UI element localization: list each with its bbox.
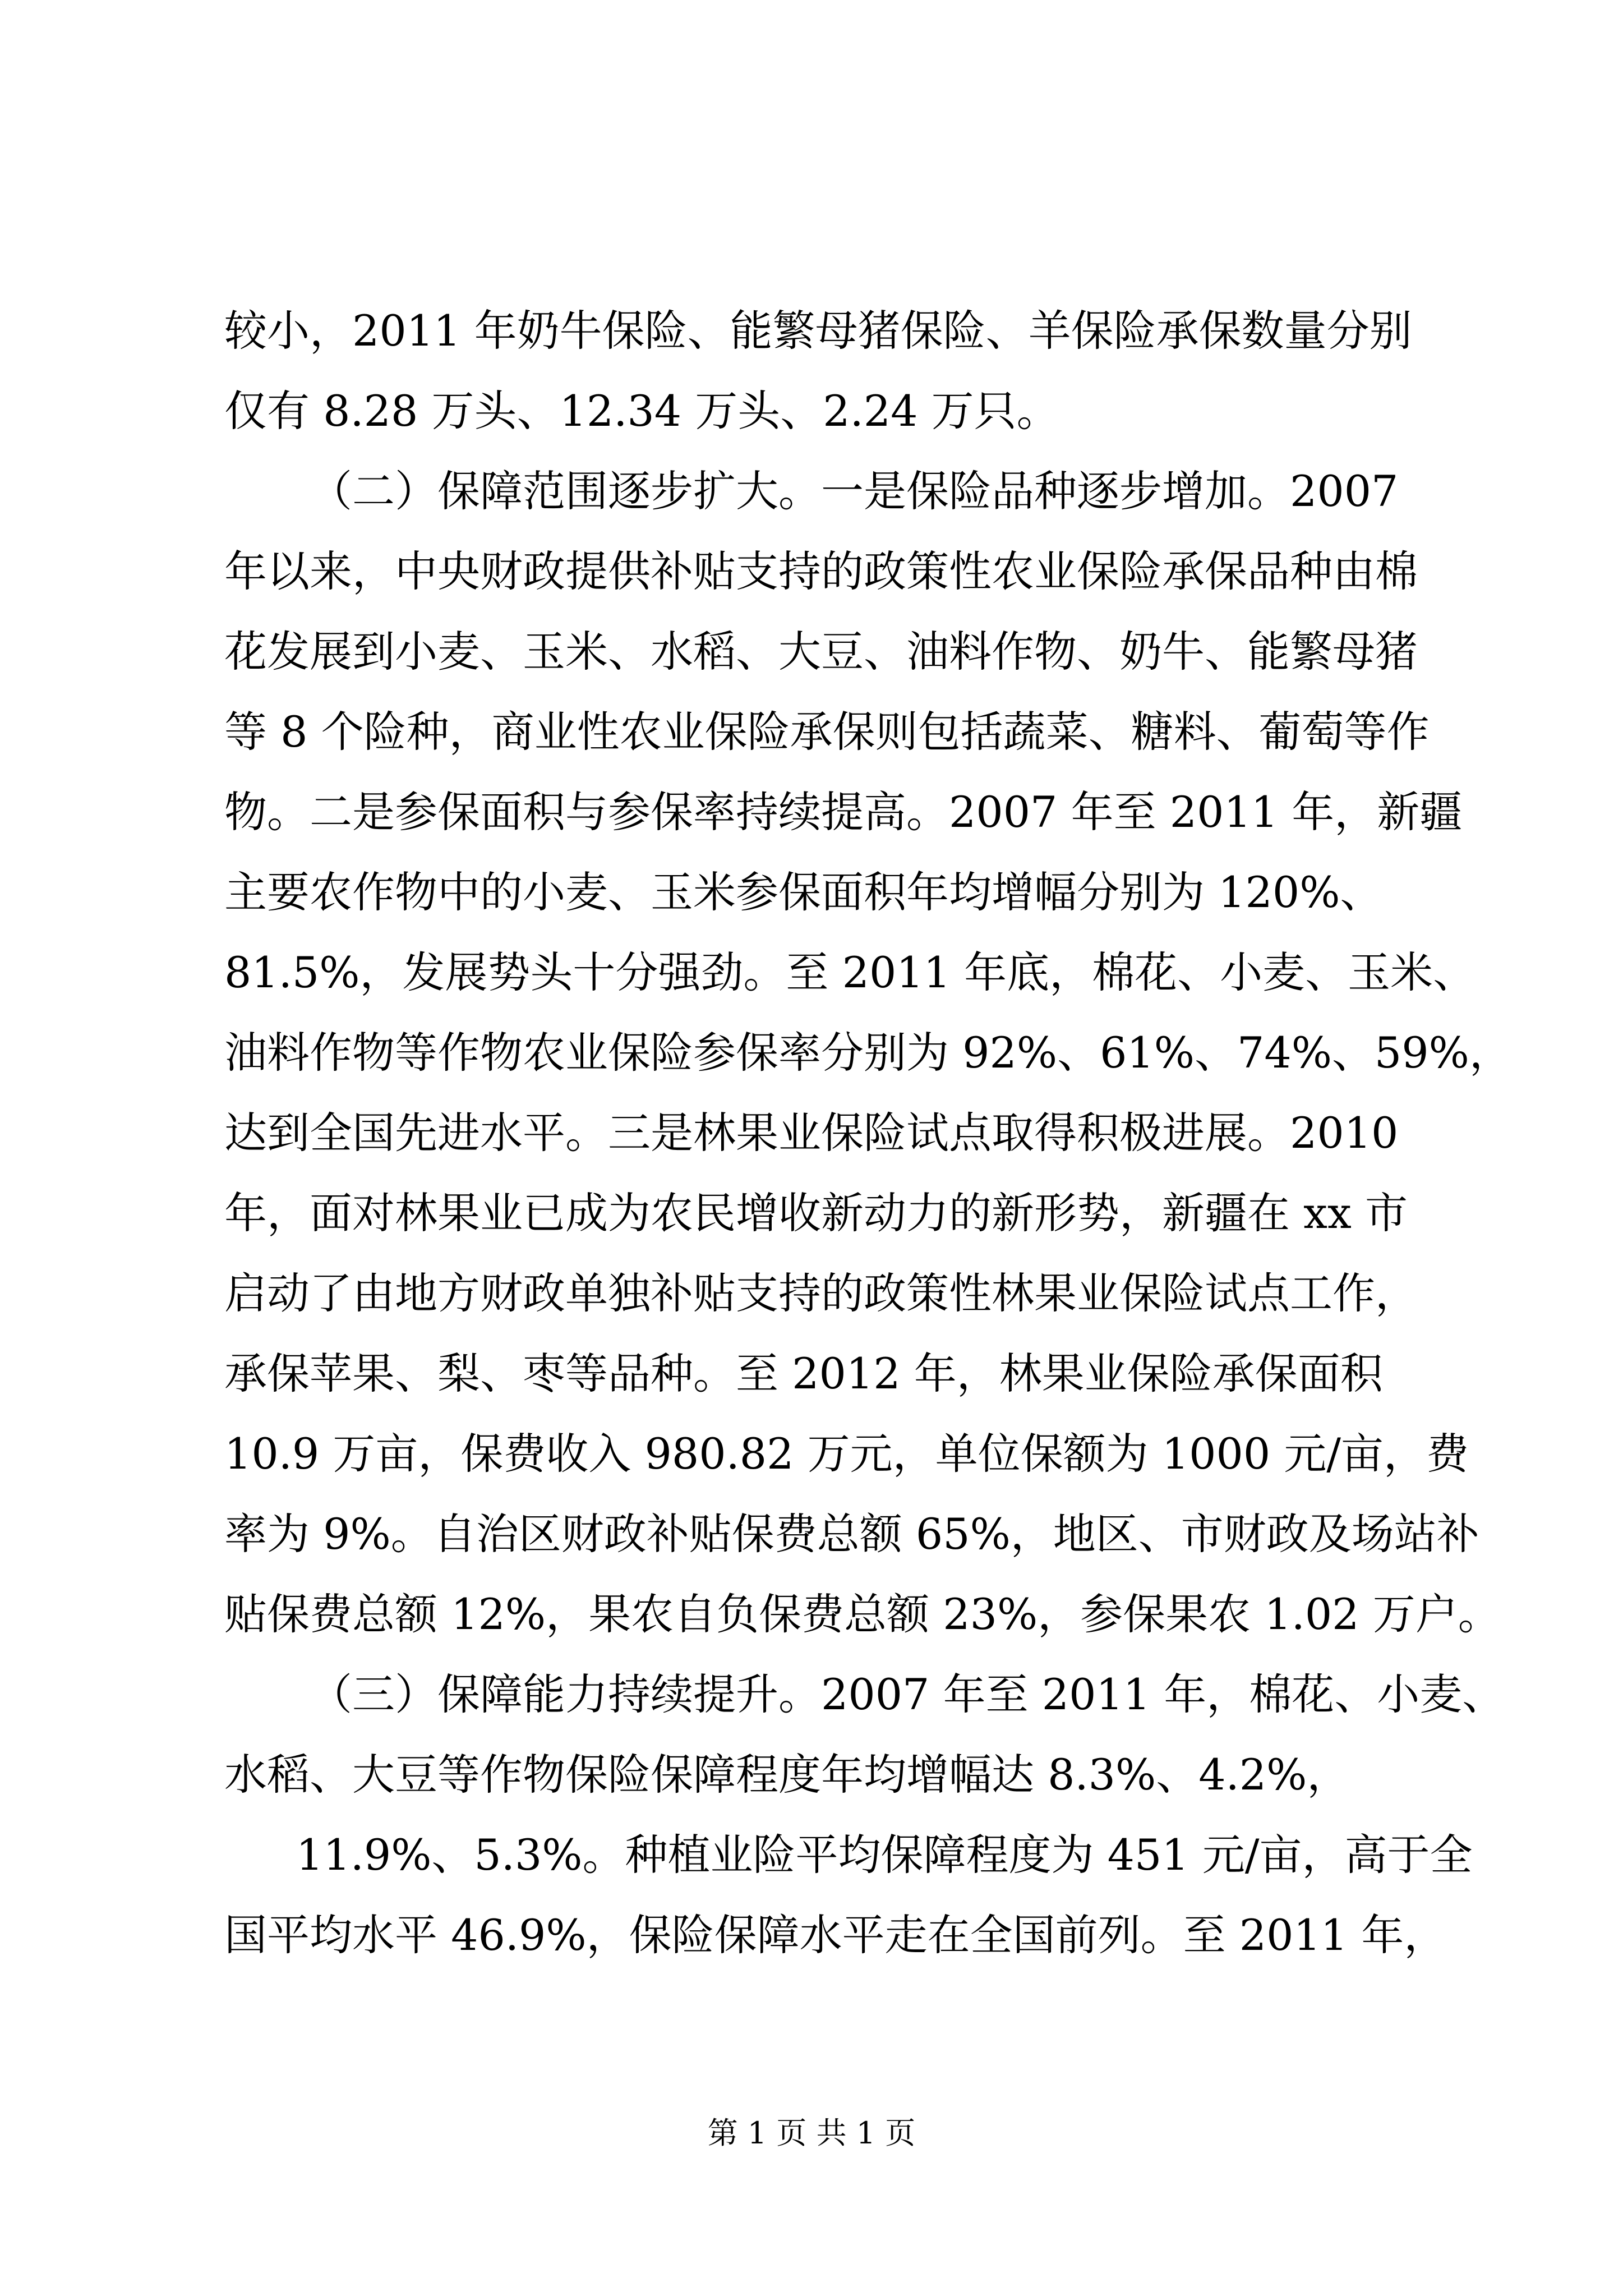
paragraph-start-line: （二）保障范围逐步扩大。一是保险品种逐步增加。2007 <box>310 466 1399 516</box>
text-line: 达到全国先进水平。三是林果业保险试点取得积极进展。2010 <box>224 1108 1399 1158</box>
text-line: 启动了由地方财政单独补贴支持的政策性林果业保险试点工作， <box>224 1268 1418 1318</box>
text-line: 油料作物等作物农业保险参保率分别为 92%、61%、74%、59%， <box>224 1028 1512 1078</box>
text-line: 承保苹果、梨、枣等品种。至 2012 年，林果业保险承保面积 <box>224 1349 1383 1398</box>
text-line: 10.9 万亩，保费收入 980.82 万元，单位保额为 1000 元/亩，费 <box>224 1429 1469 1479</box>
text-line: 81.5%，发展势头十分强劲。至 2011 年底，棉花、小麦、玉米、 <box>224 947 1476 997</box>
text-line: 较小，2011 年奶牛保险、能繁母猪保险、羊保险承保数量分别 <box>224 306 1412 356</box>
text-line: 年，面对林果业已成为农民增收新动力的新形势，新疆在 xx 市 <box>224 1188 1408 1238</box>
text-line: 年以来，中央财政提供补贴支持的政策性农业保险承保品种由棉 <box>224 546 1418 596</box>
text-line: 国平均水平 46.9%，保险保障水平走在全国前列。至 2011 年， <box>224 1910 1447 1960</box>
text-line: 贴保费总额 12%，果农自负保费总额 23%，参保果农 1.02 万户。 <box>224 1589 1501 1639</box>
text-line: 率为 9%。自治区财政补贴保费总额 65%，地区、市财政及场站补 <box>224 1509 1479 1559</box>
paragraph-start-line: 11.9%、5.3%。种植业险平均保障程度为 451 元/亩，高于全 <box>296 1830 1473 1880</box>
text-line: 主要农作物中的小麦、玉米参保面积年均增幅分别为 120%、 <box>224 867 1383 917</box>
text-line: 仅有 8.28 万头、12.34 万头、2.24 万只。 <box>224 386 1059 436</box>
text-line: 物。二是参保面积与参保率持续提高。2007 年至 2011 年，新疆 <box>224 787 1463 837</box>
text-line: 花发展到小麦、玉米、水稻、大豆、油料作物、奶牛、能繁母猪 <box>224 627 1418 677</box>
text-line: 水稻、大豆等作物保险保障程度年均增幅达 8.3%、4.2%， <box>224 1750 1350 1800</box>
text-line: 等 8 个险种，商业性农业保险承保则包括蔬菜、糖料、葡萄等作 <box>224 707 1430 757</box>
paragraph-start-line: （三）保障能力持续提升。2007 年至 2011 年，棉花、小麦、 <box>310 1669 1505 1719</box>
page-footer: 第 1 页 共 1 页 <box>707 2115 916 2151</box>
